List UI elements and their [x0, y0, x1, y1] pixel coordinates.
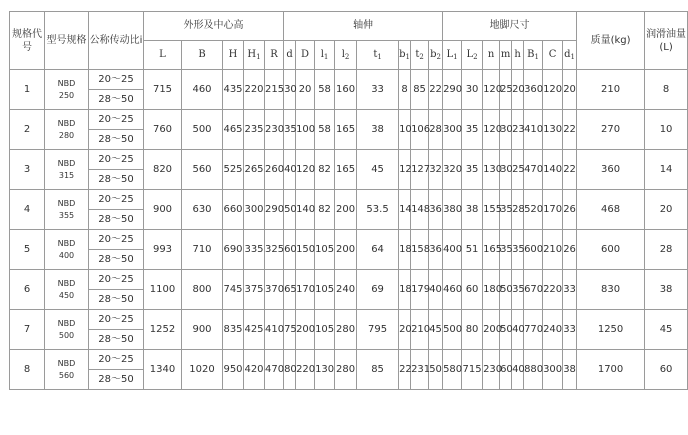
value-cell-t1: 795: [357, 310, 399, 350]
value-cell-L1: 290: [443, 70, 462, 110]
model-cell: NBD 280: [45, 110, 89, 150]
value-cell-t2: 127: [411, 150, 429, 190]
value-cell-B: 630: [182, 190, 223, 230]
model-cell: NBD 400: [45, 230, 89, 270]
mass-cell: 600: [577, 230, 645, 270]
ratio-cell: 28～50: [89, 250, 144, 270]
value-cell-b2: 22: [429, 70, 443, 110]
value-cell-C: 300: [543, 350, 563, 390]
code-cell: 7: [10, 310, 45, 350]
value-cell-H: 745: [223, 270, 244, 310]
ratio-cell: 28～50: [89, 130, 144, 150]
col-b2: $b_2$: [429, 41, 443, 70]
value-cell-t2: 85: [411, 70, 429, 110]
spec-table-container: [9, 11, 688, 390]
ratio-cell: 20～25: [89, 350, 144, 370]
value-cell-l1: 105: [315, 310, 335, 350]
table-row: [10, 310, 688, 330]
value-cell-C: 170: [543, 190, 563, 230]
value-cell-D: 170: [296, 270, 315, 310]
value-cell-h: 40: [512, 310, 524, 350]
col-H1: $H_1$: [244, 41, 265, 70]
value-cell-b2: 36: [429, 230, 443, 270]
value-cell-L: 760: [144, 110, 182, 150]
col-C: C: [543, 41, 563, 70]
mass-cell: 210: [577, 70, 645, 110]
col-d: d: [284, 41, 296, 70]
value-cell-b2: 40: [429, 270, 443, 310]
value-cell-L2: 715: [462, 350, 483, 390]
table-row: [10, 350, 688, 370]
value-cell-d1: 33: [563, 310, 577, 350]
code-cell: 4: [10, 190, 45, 230]
col-L: L: [144, 41, 182, 70]
value-cell-b2: 45: [429, 310, 443, 350]
value-cell-H1: 375: [244, 270, 265, 310]
value-cell-R: 470: [265, 350, 284, 390]
value-cell-b1: 18: [399, 270, 411, 310]
spec-table: [9, 11, 688, 390]
value-cell-m: 25: [500, 70, 512, 110]
shaft-group-header: 轴伸: [284, 12, 443, 41]
col-B: B: [182, 41, 223, 70]
oil-cell: 10: [645, 110, 688, 150]
mass-header: 质量(kg): [577, 12, 645, 70]
value-cell-d1: 33: [563, 270, 577, 310]
col-R: R: [265, 41, 284, 70]
value-cell-L2: 30: [462, 70, 483, 110]
ratio-cell: 20～25: [89, 310, 144, 330]
value-cell-B1: 470: [524, 150, 543, 190]
value-cell-L2: 38: [462, 190, 483, 230]
value-cell-L: 820: [144, 150, 182, 190]
col-B1: $B_1$: [524, 41, 543, 70]
ratio-cell: 28～50: [89, 170, 144, 190]
value-cell-b1: 14: [399, 190, 411, 230]
value-cell-l2: 240: [335, 270, 357, 310]
value-cell-B1: 880: [524, 350, 543, 390]
value-cell-t1: 85: [357, 350, 399, 390]
value-cell-m: 35: [500, 230, 512, 270]
code-cell: 1: [10, 70, 45, 110]
value-cell-L1: 380: [443, 190, 462, 230]
value-cell-H: 690: [223, 230, 244, 270]
value-cell-d: 35: [284, 110, 296, 150]
code-cell: 2: [10, 110, 45, 150]
value-cell-H1: 300: [244, 190, 265, 230]
value-cell-R: 230: [265, 110, 284, 150]
value-cell-H: 435: [223, 70, 244, 110]
value-cell-l2: 165: [335, 150, 357, 190]
value-cell-h: 35: [512, 270, 524, 310]
oil-cell: 45: [645, 310, 688, 350]
value-cell-h: 40: [512, 350, 524, 390]
value-cell-d: 75: [284, 310, 296, 350]
value-cell-B1: 770: [524, 310, 543, 350]
mass-cell: 1250: [577, 310, 645, 350]
value-cell-t2: 179: [411, 270, 429, 310]
code-cell: 5: [10, 230, 45, 270]
value-cell-t1: 33: [357, 70, 399, 110]
value-cell-l2: 200: [335, 230, 357, 270]
value-cell-b1: 20: [399, 310, 411, 350]
value-cell-B: 560: [182, 150, 223, 190]
col-l1: $l_1$: [315, 41, 335, 70]
value-cell-l1: 58: [315, 110, 335, 150]
value-cell-n: 230: [483, 350, 500, 390]
value-cell-R: 215: [265, 70, 284, 110]
value-cell-D: 220: [296, 350, 315, 390]
col-n: n: [483, 41, 500, 70]
value-cell-B: 710: [182, 230, 223, 270]
col-L2: $L_2$: [462, 41, 483, 70]
oil-header: 润滑油量(L): [645, 12, 688, 70]
value-cell-H: 525: [223, 150, 244, 190]
value-cell-h: 23: [512, 110, 524, 150]
ratio-cell: 20～25: [89, 70, 144, 90]
value-cell-D: 100: [296, 110, 315, 150]
mass-cell: 270: [577, 110, 645, 150]
value-cell-B: 900: [182, 310, 223, 350]
value-cell-L2: 80: [462, 310, 483, 350]
value-cell-d: 40: [284, 150, 296, 190]
value-cell-h: 25: [512, 150, 524, 190]
value-cell-h: 20: [512, 70, 524, 110]
value-cell-t1: 64: [357, 230, 399, 270]
col-D: D: [296, 41, 315, 70]
value-cell-l1: 130: [315, 350, 335, 390]
value-cell-B1: 410: [524, 110, 543, 150]
value-cell-C: 240: [543, 310, 563, 350]
model-cell: NBD 560: [45, 350, 89, 390]
value-cell-L: 1252: [144, 310, 182, 350]
value-cell-L: 715: [144, 70, 182, 110]
table-row: [10, 230, 688, 250]
value-cell-n: 165: [483, 230, 500, 270]
value-cell-H1: 235: [244, 110, 265, 150]
ratio-cell: 28～50: [89, 290, 144, 310]
value-cell-L1: 580: [443, 350, 462, 390]
ratio-cell: 28～50: [89, 90, 144, 110]
value-cell-H1: 220: [244, 70, 265, 110]
model-cell: NBD 500: [45, 310, 89, 350]
value-cell-t2: 231: [411, 350, 429, 390]
value-cell-l1: 105: [315, 230, 335, 270]
value-cell-L: 1100: [144, 270, 182, 310]
model-header: 型号规格: [45, 12, 89, 70]
value-cell-b1: 8: [399, 70, 411, 110]
col-d1: $d_1$: [563, 41, 577, 70]
value-cell-d1: 38: [563, 350, 577, 390]
col-t1: $t_1$: [357, 41, 399, 70]
value-cell-t1: 69: [357, 270, 399, 310]
value-cell-B1: 670: [524, 270, 543, 310]
oil-cell: 38: [645, 270, 688, 310]
value-cell-l2: 200: [335, 190, 357, 230]
table-row: [10, 70, 688, 90]
value-cell-B: 500: [182, 110, 223, 150]
value-cell-C: 220: [543, 270, 563, 310]
value-cell-L1: 460: [443, 270, 462, 310]
mass-cell: 360: [577, 150, 645, 190]
header-row-1: [10, 12, 688, 41]
value-cell-d1: 26: [563, 230, 577, 270]
value-cell-H1: 425: [244, 310, 265, 350]
table-body: [10, 70, 688, 390]
ratio-cell: 20～25: [89, 110, 144, 130]
value-cell-n: 200: [483, 310, 500, 350]
value-cell-B: 800: [182, 270, 223, 310]
value-cell-h: 28: [512, 190, 524, 230]
table-row: [10, 150, 688, 170]
value-cell-L1: 300: [443, 110, 462, 150]
value-cell-R: 370: [265, 270, 284, 310]
value-cell-d1: 22: [563, 110, 577, 150]
ratio-header: 公称传动比i: [89, 12, 144, 70]
oil-cell: 28: [645, 230, 688, 270]
value-cell-H: 465: [223, 110, 244, 150]
value-cell-d: 50: [284, 190, 296, 230]
value-cell-L1: 320: [443, 150, 462, 190]
value-cell-R: 410: [265, 310, 284, 350]
value-cell-R: 325: [265, 230, 284, 270]
value-cell-C: 210: [543, 230, 563, 270]
value-cell-L2: 35: [462, 110, 483, 150]
oil-cell: 20: [645, 190, 688, 230]
value-cell-L2: 35: [462, 150, 483, 190]
col-L1: $L_1$: [443, 41, 462, 70]
code-cell: 3: [10, 150, 45, 190]
value-cell-d1: 26: [563, 190, 577, 230]
value-cell-l1: 82: [315, 190, 335, 230]
value-cell-d: 65: [284, 270, 296, 310]
value-cell-t2: 148: [411, 190, 429, 230]
value-cell-l2: 160: [335, 70, 357, 110]
value-cell-b2: 36: [429, 190, 443, 230]
value-cell-D: 150: [296, 230, 315, 270]
col-l2: $l_2$: [335, 41, 357, 70]
value-cell-B1: 600: [524, 230, 543, 270]
code-cell: 6: [10, 270, 45, 310]
code-header: 规格代号: [10, 12, 45, 70]
value-cell-l1: 82: [315, 150, 335, 190]
value-cell-d: 30: [284, 70, 296, 110]
value-cell-L1: 400: [443, 230, 462, 270]
value-cell-H: 660: [223, 190, 244, 230]
value-cell-n: 130: [483, 150, 500, 190]
value-cell-D: 20: [296, 70, 315, 110]
value-cell-b2: 50: [429, 350, 443, 390]
table-row: [10, 190, 688, 210]
ratio-cell: 28～50: [89, 210, 144, 230]
value-cell-H: 835: [223, 310, 244, 350]
model-cell: NBD 450: [45, 270, 89, 310]
value-cell-L1: 500: [443, 310, 462, 350]
value-cell-m: 30: [500, 150, 512, 190]
value-cell-R: 260: [265, 150, 284, 190]
value-cell-C: 140: [543, 150, 563, 190]
value-cell-m: 50: [500, 270, 512, 310]
value-cell-n: 180: [483, 270, 500, 310]
value-cell-m: 50: [500, 310, 512, 350]
value-cell-H1: 335: [244, 230, 265, 270]
model-cell: NBD 315: [45, 150, 89, 190]
value-cell-l2: 280: [335, 350, 357, 390]
value-cell-t1: 45: [357, 150, 399, 190]
value-cell-m: 30: [500, 110, 512, 150]
model-cell: NBD 250: [45, 70, 89, 110]
mass-cell: 468: [577, 190, 645, 230]
value-cell-d: 60: [284, 230, 296, 270]
value-cell-t2: 106: [411, 110, 429, 150]
value-cell-m: 60: [500, 350, 512, 390]
value-cell-l2: 165: [335, 110, 357, 150]
col-H: H: [223, 41, 244, 70]
table-row: [10, 110, 688, 130]
ratio-cell: 20～25: [89, 190, 144, 210]
ratio-cell: 20～25: [89, 270, 144, 290]
ratio-cell: 20～25: [89, 150, 144, 170]
value-cell-H1: 265: [244, 150, 265, 190]
value-cell-m: 35: [500, 190, 512, 230]
mass-cell: 830: [577, 270, 645, 310]
value-cell-d1: 22: [563, 150, 577, 190]
value-cell-b1: 12: [399, 150, 411, 190]
foot-group-header: 地脚尺寸: [443, 12, 577, 41]
oil-cell: 14: [645, 150, 688, 190]
value-cell-t1: 53.5: [357, 190, 399, 230]
value-cell-L: 993: [144, 230, 182, 270]
ratio-cell: 28～50: [89, 330, 144, 350]
value-cell-h: 35: [512, 230, 524, 270]
oil-cell: 8: [645, 70, 688, 110]
code-cell: 8: [10, 350, 45, 390]
value-cell-B1: 520: [524, 190, 543, 230]
value-cell-D: 200: [296, 310, 315, 350]
col-h: h: [512, 41, 524, 70]
value-cell-b2: 32: [429, 150, 443, 190]
value-cell-t1: 38: [357, 110, 399, 150]
value-cell-t2: 158: [411, 230, 429, 270]
ratio-cell: 28～50: [89, 370, 144, 390]
value-cell-t2: 210: [411, 310, 429, 350]
oil-cell: 60: [645, 350, 688, 390]
value-cell-b1: 18: [399, 230, 411, 270]
col-m: m: [500, 41, 512, 70]
value-cell-L: 1340: [144, 350, 182, 390]
value-cell-n: 155: [483, 190, 500, 230]
value-cell-L2: 60: [462, 270, 483, 310]
value-cell-n: 120: [483, 110, 500, 150]
ratio-cell: 20～25: [89, 230, 144, 250]
value-cell-B1: 360: [524, 70, 543, 110]
mass-cell: 1700: [577, 350, 645, 390]
value-cell-L2: 51: [462, 230, 483, 270]
value-cell-l1: 105: [315, 270, 335, 310]
col-t2: $t_2$: [411, 41, 429, 70]
value-cell-B: 1020: [182, 350, 223, 390]
value-cell-d: 80: [284, 350, 296, 390]
value-cell-D: 140: [296, 190, 315, 230]
table-row: [10, 270, 688, 290]
value-cell-l2: 280: [335, 310, 357, 350]
value-cell-d1: 20: [563, 70, 577, 110]
value-cell-n: 120: [483, 70, 500, 110]
value-cell-H1: 420: [244, 350, 265, 390]
value-cell-B: 460: [182, 70, 223, 110]
value-cell-l1: 58: [315, 70, 335, 110]
outline-group-header: 外形及中心高: [144, 12, 284, 41]
value-cell-b1: 22: [399, 350, 411, 390]
value-cell-b1: 10: [399, 110, 411, 150]
col-b1: $b_1$: [399, 41, 411, 70]
value-cell-D: 120: [296, 150, 315, 190]
value-cell-R: 290: [265, 190, 284, 230]
value-cell-C: 130: [543, 110, 563, 150]
value-cell-L: 900: [144, 190, 182, 230]
value-cell-C: 120: [543, 70, 563, 110]
value-cell-H: 950: [223, 350, 244, 390]
value-cell-b2: 28: [429, 110, 443, 150]
model-cell: NBD 355: [45, 190, 89, 230]
